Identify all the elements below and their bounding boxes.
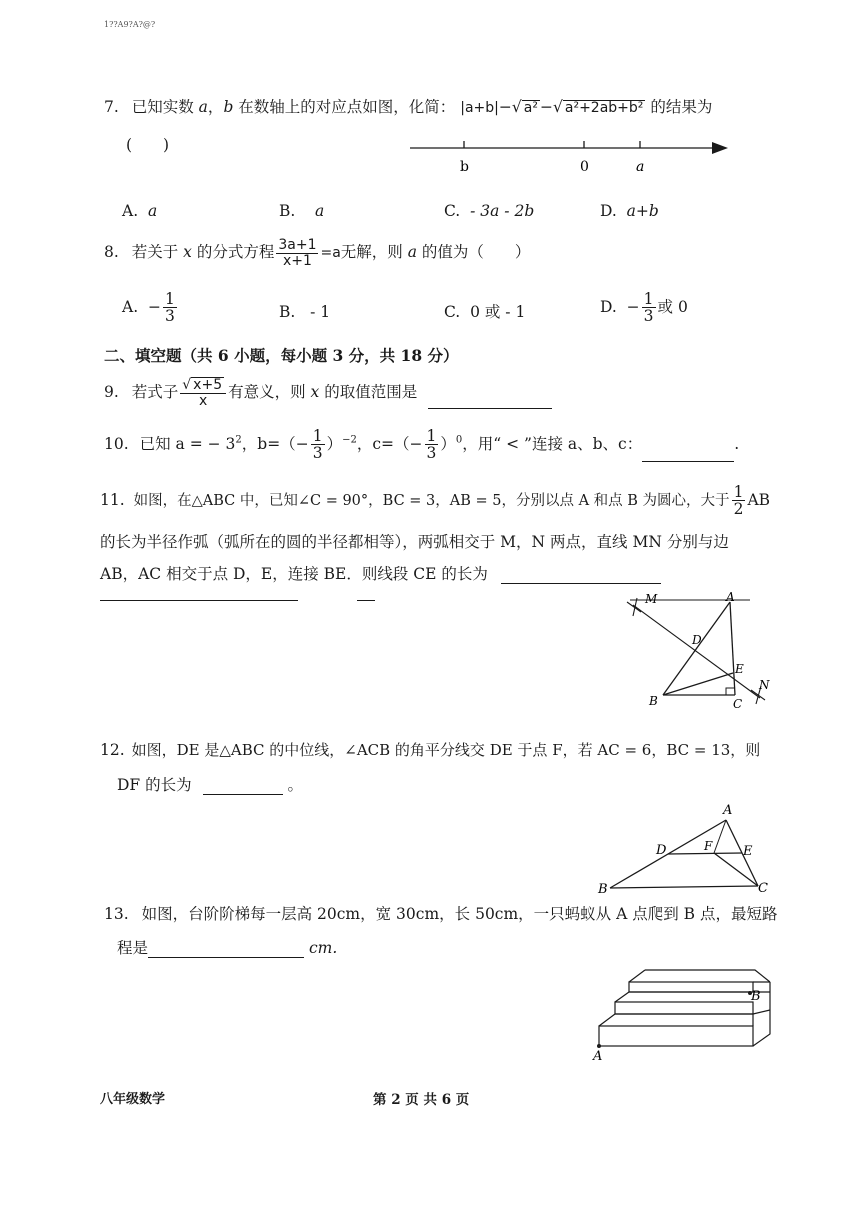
fig13-label-B: B [751, 989, 761, 1004]
q10-exp-c: 0 [455, 434, 463, 446]
q11-figure [615, 590, 775, 715]
q10-text-a: 已知 a = − 3 [139, 434, 236, 453]
q13-stairs-figure [585, 962, 775, 1062]
q11-line-2: 的长为半径作弧（弧所在的圆的半径都相等），两弧相交于 M，N 两点，直线 MN 分别与边 [100, 533, 729, 551]
q9-var-x: x [310, 383, 320, 402]
q7-answer-paren: ( ) [126, 136, 170, 154]
fig11-label-D: D [692, 633, 702, 647]
fig11-label-E: E [735, 662, 744, 676]
q11-number: 11. [100, 490, 125, 509]
fraction-denominator: 2 [733, 500, 744, 519]
q10-exp-a: 2 [235, 434, 242, 446]
option-sign: − [626, 297, 640, 316]
option-value: - 3a - 2b [470, 202, 535, 220]
q12-text-end: 。 [287, 776, 303, 794]
fraction-denominator: 3 [164, 307, 175, 326]
q10-number: 10. [104, 434, 129, 453]
q8-option-c [444, 303, 525, 322]
q10-b-fraction [311, 428, 325, 462]
q8-var-x: x [183, 243, 192, 262]
q13-text-2: 程是 [117, 939, 149, 957]
q8-eq: =a [320, 245, 341, 262]
fig12-label-D: D [656, 843, 667, 858]
q7-expr-abs: |a+b| [460, 100, 499, 116]
q9-text: 若式子 [131, 383, 179, 402]
q11-text-3: AB，AC 相交于点 D，E，连接 BE．则线段 CE 的长为 [100, 565, 488, 583]
q7-number: 7. [104, 98, 119, 116]
fraction-denominator: x+1 [282, 252, 312, 269]
q8-text-after: 无解，则 [340, 243, 408, 262]
section-2-title: 二、填空题（共 6 小题，每小题 3 分，共 18 分） [104, 346, 459, 365]
q13-text-1: 如图，台阶阶梯每一层高 20cm，宽 30cm，长 50cm，一只蚂蚁从 A 点爬到 B 点，最短路 [141, 905, 778, 923]
fraction-numerator: 3a+1 [278, 237, 317, 253]
option-value: - 1 [310, 303, 331, 321]
header-mark: 1??A9?A?@? [104, 20, 156, 29]
q9-answer-blank[interactable] [428, 408, 552, 409]
fraction-numerator: 1 [426, 427, 437, 445]
option-value: 0 或 - 1 [470, 303, 526, 321]
fraction-numerator: 1 [643, 290, 654, 308]
option-letter: D. [600, 202, 617, 220]
q8-option-a [122, 291, 179, 325]
q8-stem [104, 238, 530, 268]
option-value: a [147, 202, 158, 220]
q12-text-2: DF 的长为 [117, 776, 192, 794]
q12-line-2 [117, 776, 303, 795]
q9-text-mid: 有意义，则 [228, 383, 311, 402]
q10-b-sign: − [295, 434, 309, 453]
fig12-label-A: A [723, 803, 733, 818]
q13-number: 13. [104, 905, 129, 923]
q10-text-after: ，用“ < ”连接 a、b、c： [462, 434, 643, 453]
fig11-label-N: N [759, 678, 770, 692]
option-value: a+b [626, 202, 659, 220]
q11-answer-blank[interactable] [501, 583, 661, 584]
q9-text-after: 的取值范围是 [319, 383, 418, 402]
option-letter: C. [444, 202, 461, 220]
q8-option-d [600, 291, 688, 325]
q10-c-fraction [425, 428, 439, 462]
q7-stem: 7. 已知实数 a，b 在数轴上的对应点如图，化简： |a+b|−√ a² −√ a²+2ab+b² 的结果为 [104, 98, 713, 116]
fig11-label-B: B [649, 694, 658, 708]
sqrt-radicand: x+5 [193, 377, 223, 393]
numberline-label-0: 0 [580, 159, 589, 175]
fraction-numerator: 1 [164, 290, 175, 308]
numberline-label-a: a [636, 159, 645, 175]
option-suffix: 或 0 [657, 297, 688, 316]
q8-fraction [276, 238, 318, 268]
q7-option-c [444, 202, 534, 221]
q8-number: 8. [104, 243, 119, 262]
q7-comma: ， [207, 98, 224, 116]
q8-text-end: 的值为（ ） [416, 243, 531, 262]
q11-line-1 [100, 484, 770, 518]
q10-c-close: ） [440, 434, 456, 453]
q7-text-after: 的结果为 [650, 98, 713, 116]
option-letter: B. [279, 303, 296, 321]
footer-page-number: 第 2 页 共 6 页 [373, 1092, 470, 1108]
q8-option-b [279, 303, 330, 322]
fig12-label-E: E [743, 844, 753, 859]
numberline-label-b: b [460, 159, 469, 175]
q7-number-line [400, 130, 740, 180]
q10-text-c: ，c=（ [356, 434, 410, 453]
q7-option-b [279, 202, 324, 221]
q13-answer-blank[interactable] [148, 957, 304, 958]
q11-line-3 [100, 565, 661, 584]
q7-sqrt-1: a² [523, 100, 538, 116]
fig12-label-F: F [704, 839, 713, 853]
q11-half-tail: AB [747, 490, 771, 509]
q7-minus-1: − [498, 98, 512, 116]
q10-answer-blank[interactable] [642, 461, 734, 462]
option-letter: A. [122, 297, 139, 316]
q12-line-1 [100, 741, 760, 760]
q11-half-fraction [732, 484, 746, 518]
q7-minus-2: − [539, 98, 553, 116]
fig11-label-A: A [726, 590, 735, 604]
q7-text-mid: 在数轴上的对应点如图，化简： [233, 98, 456, 116]
q7-sqrt-2: a²+2ab+b² [564, 100, 644, 116]
option-letter: D. [600, 297, 617, 316]
q11-text-1: 如图，在△ABC 中，已知∠C = 90°，BC = 3，AB = 5，分别以点 A 和点 B 为圆心，大于 [133, 492, 730, 509]
q7-option-a [122, 202, 157, 221]
q12-answer-blank[interactable] [203, 794, 283, 795]
option-fraction [163, 291, 177, 325]
q9-number: 9. [104, 383, 119, 402]
option-letter: A. [122, 202, 139, 220]
q10-text-b: ，b=（ [241, 434, 296, 453]
fraction-numerator: √ x+5 [180, 377, 226, 394]
fraction-numerator: 1 [312, 427, 323, 445]
fig12-label-C: C [758, 881, 768, 896]
q9-fraction [180, 377, 226, 409]
option-letter: C. [444, 303, 461, 321]
option-value: a [315, 202, 325, 220]
footer-subject: 八年级数学 [100, 1092, 166, 1107]
fraction-numerator: 1 [733, 483, 744, 501]
q7-var-b: b [223, 98, 234, 116]
fig12-label-B: B [598, 882, 608, 897]
q11-answer-line-cont [100, 600, 298, 601]
q8-var-a: a [407, 243, 417, 262]
fig11-label-C: C [733, 697, 743, 711]
option-letter: B. [279, 202, 296, 220]
q9-stem [104, 377, 552, 409]
q11-answer-line-end [357, 600, 375, 601]
fraction-denominator: x [199, 393, 208, 410]
q7-text: 已知实数 [131, 98, 199, 116]
fraction-denominator: 3 [312, 444, 323, 463]
fig13-label-A: A [593, 1049, 603, 1062]
q7-option-d [600, 202, 659, 221]
q10-c-sign: − [409, 434, 423, 453]
q13-text-end: cm. [304, 939, 338, 957]
q13-line-1 [104, 905, 777, 924]
q8-text-mid: 的分式方程 [191, 243, 275, 262]
option-sign: − [147, 297, 161, 316]
q7-var-a: a [198, 98, 208, 116]
fraction-denominator: 3 [426, 444, 437, 463]
q12-figure [590, 798, 780, 898]
q8-text: 若关于 [131, 243, 184, 262]
q13-line-2 [117, 939, 337, 958]
fig11-label-M: M [645, 592, 658, 606]
q10-stem [104, 428, 739, 462]
option-fraction [642, 291, 656, 325]
q12-text-1: 如图，DE 是△ABC 的中位线，∠ACB 的角平分线交 DE 于点 F，若 AC = 6，BC = 13，则 [131, 741, 761, 759]
fraction-denominator: 3 [643, 307, 654, 326]
q10-b-close: ） [326, 434, 343, 453]
q10-exp-b: −2 [342, 434, 357, 446]
q10-text-end: . [734, 434, 740, 453]
q12-number: 12. [100, 741, 125, 759]
